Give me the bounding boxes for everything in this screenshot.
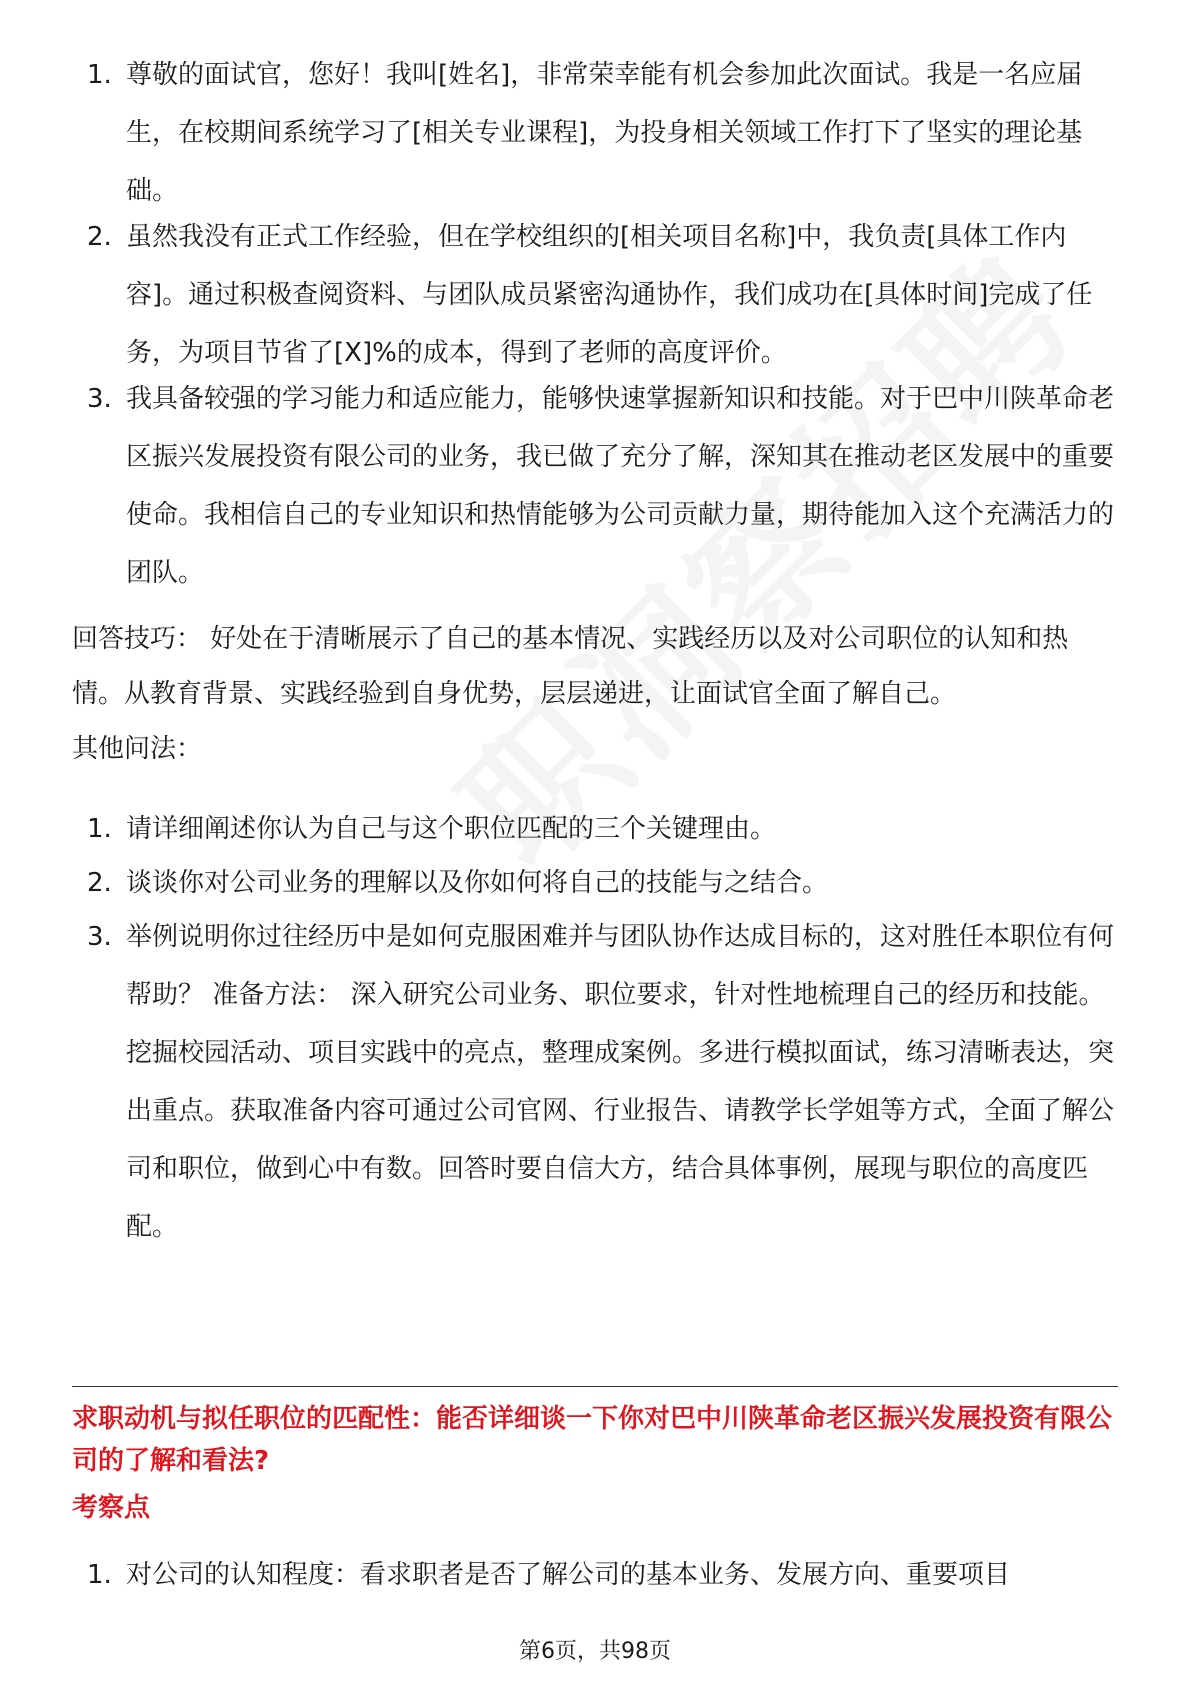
answer-tips: 回答技巧： 好处在于清晰展示了自己的基本情况、实践经历以及对公司职位的认知和热情。从教育背景、实践经验到自身优势，层层递进，让面试官全面了解自己。	[72, 624, 1069, 709]
list-number: 1.	[87, 60, 112, 90]
list-item	[0, 370, 1116, 602]
list-item	[0, 854, 1116, 908]
list-item	[0, 908, 1116, 1256]
list-item-text: 请详细阐述你认为自己与这个职位匹配的三个关键理由。	[126, 814, 777, 844]
answer-list	[0, 46, 1116, 602]
list-item-text: 尊敬的面试官，您好！我叫[姓名]，非常荣幸能有机会参加此次面试。我是一名应届生，在校期间系统学习了[相关专业课程]，为投身相关领域工作打下了坚实的理论基础。	[126, 60, 1083, 206]
list-item-text: 谈谈你对公司业务的理解以及你如何将自己的技能与之结合。	[126, 868, 829, 898]
other-questions-label: 其他问法：	[72, 734, 203, 764]
section-heading: 求职动机与拟任职位的匹配性：能否详细谈一下你对巴中川陕革命老区振兴发展投资有限公司的了解和看法?	[72, 1404, 1113, 1476]
list-item-text: 虽然我没有正式工作经验，但在学校组织的[相关项目名称]中，我负责[具体工作内容]。通过积极查阅资料、与团队成员紧密沟通协作，我们成功在[具体时间]完成了任务，为项目节省了[X]%的成本，得到了老师的高度评价。	[126, 222, 1093, 368]
list-number: 3.	[87, 922, 112, 952]
list-item-text: 对公司的认知程度：看求职者是否了解公司的基本业务、发展方向、重要项目	[126, 1560, 1011, 1590]
other-questions-list	[0, 800, 1116, 1256]
list-item	[0, 208, 1116, 370]
list-number: 3.	[87, 384, 112, 414]
section-subheading: 考察点	[72, 1493, 151, 1523]
list-item	[0, 46, 1116, 208]
list-item	[0, 800, 1116, 854]
list-item-text: 我具备较强的学习能力和适应能力，能够快速掌握新知识和技能。对于巴中川陕革命老区振兴发展投资有限公司的业务，我已做了充分了解，深知其在推动老区发展中的重要使命。我相信自己的专业知识和热情能够为公司贡献力量，期待能加入这个充满活力的团队。	[126, 384, 1115, 588]
assessment-list	[0, 1546, 1116, 1604]
list-number: 2.	[87, 222, 112, 252]
list-number: 2.	[87, 868, 112, 898]
list-item-text: 举例说明你过往经历中是如何克服困难并与团队协作达成目标的，这对胜任本职位有何帮助？ 准备方法： 深入研究公司业务、职位要求，针对性地梳理自己的经历和技能。挖掘校园活动、项目实践中的亮点，整理成案例。多进行模拟面试，练习清晰表达，突出重点。获取准备内容可通过公司官网、行业报告、请教学长学姐等方式，全面了解公司和职位，做到心中有数。回答时要自信大方，结合具体事例，展现与职位的高度匹配。	[126, 922, 1115, 1242]
page-footer: 第6页，共98页	[519, 1639, 671, 1664]
section-divider	[72, 1386, 1118, 1387]
list-number: 1.	[87, 1560, 112, 1590]
list-item	[0, 1546, 1116, 1604]
list-number: 1.	[87, 814, 112, 844]
